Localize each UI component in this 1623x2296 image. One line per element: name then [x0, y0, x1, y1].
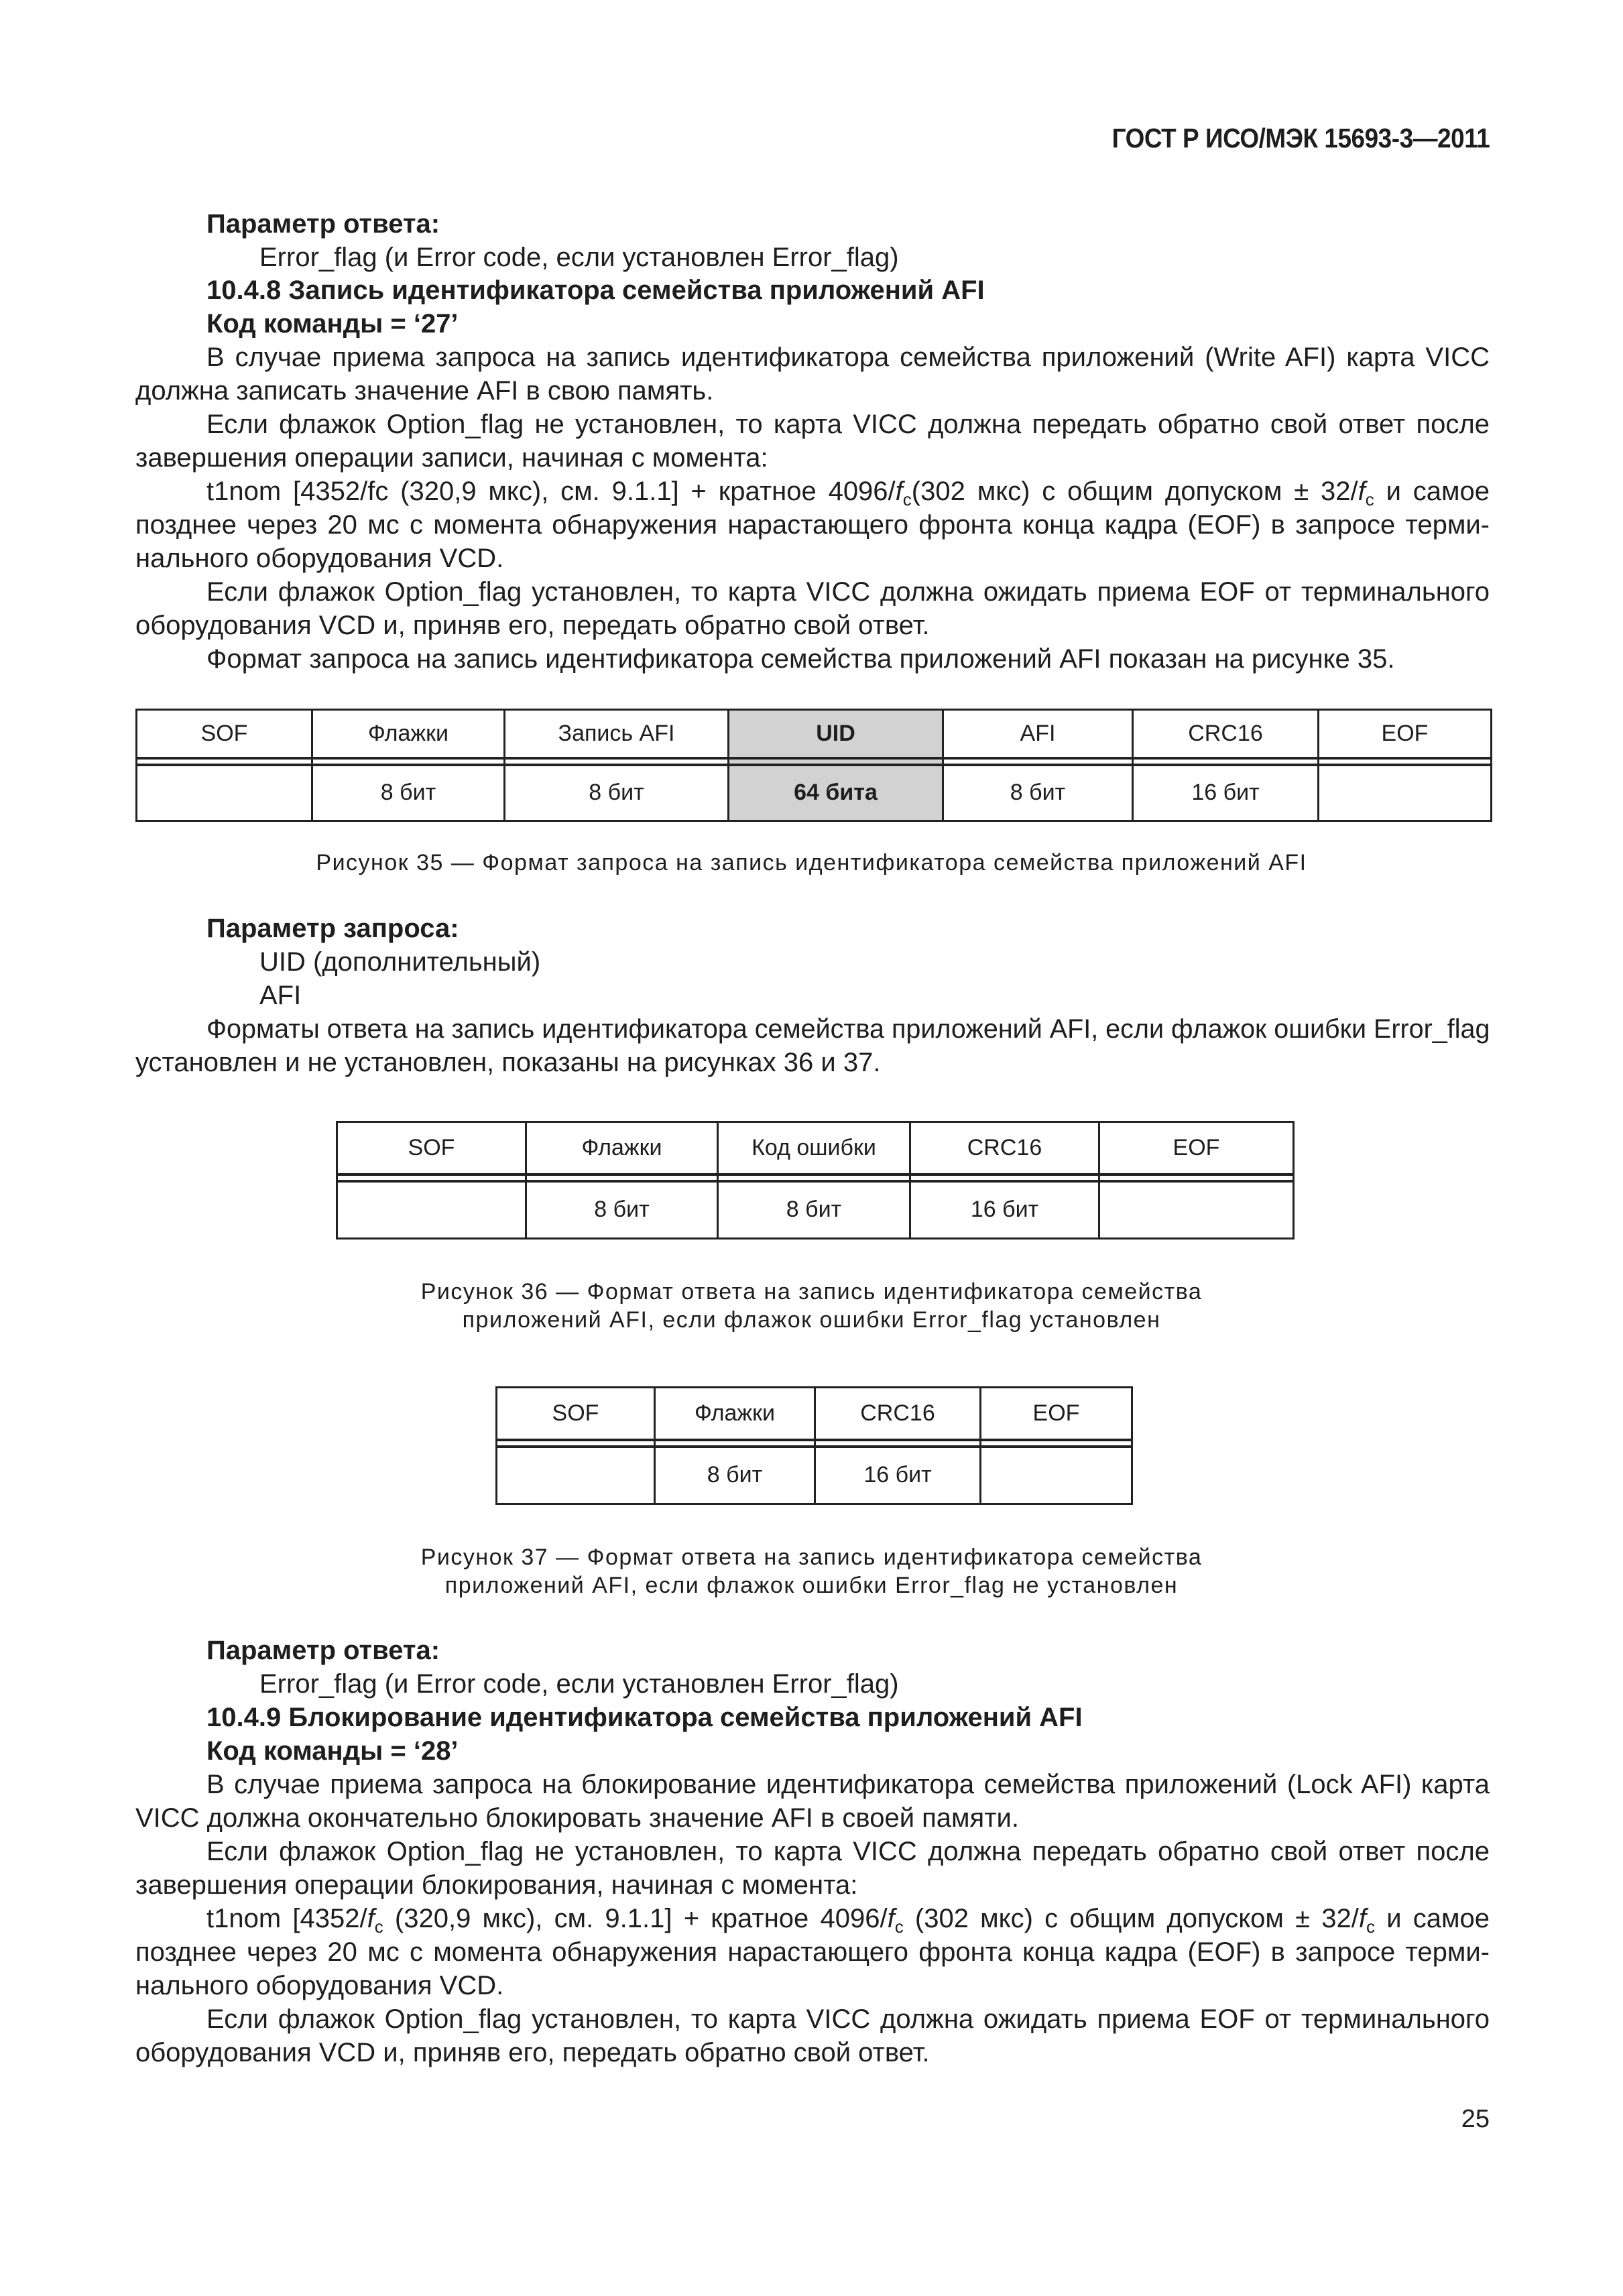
header-cell-afi: AFI [943, 710, 1133, 758]
page-number: 25 [1461, 2105, 1490, 2133]
figure-37-caption-line1: Рисунок 37 — Формат ответа на запись идентификатора семейства [420, 1545, 1203, 1570]
paragraph-line: позднее через 20 мс с момента обнаружения нарастающего фронта конца кадра (EOF) в запросе терми- [135, 1937, 1490, 1967]
value-cell: 8 бит [655, 1447, 815, 1504]
formula-text: (302 мкс) с общим допуском ± 32/ [911, 477, 1358, 506]
fc-symbol: f [895, 477, 903, 506]
paragraph-line: В случае приема запроса на запись идентификатора семейства приложений (Write AFI) карта VICC [206, 343, 1490, 372]
value-cell: 8 бит [312, 765, 505, 821]
header-cell-flags: Флажки [655, 1388, 815, 1440]
value-cell [337, 1181, 526, 1239]
value-cell: 8 бит [718, 1181, 910, 1239]
header-cell-write-afi: Запись AFI [505, 710, 729, 758]
figure-36-table [336, 1121, 1295, 1240]
figure-35-caption: Рисунок 35 — Формат запроса на запись идентификатора семейства приложений AFI [316, 850, 1307, 875]
response-param-value: Error_flag (и Error code, если установлен Error_flag) [259, 1669, 899, 1699]
paragraph-line: Если флажок Option_flag установлен, то карта VICC должна ожидать приема EOF от терминального [206, 2004, 1490, 2034]
section-heading-10-4-8: 10.4.8 Запись идентификатора семейства приложений AFI [206, 276, 985, 305]
request-param-title: Параметр запроса: [206, 914, 459, 943]
paragraph-line: Формат запроса на запись идентификатора семейства приложений AFI показан на рисунке 35. [206, 644, 1395, 674]
fc-symbol: f [887, 1904, 895, 1933]
paragraph-line: нального оборудования VCD. [135, 544, 504, 573]
header-cell-uid: UID [729, 710, 943, 758]
command-code-27: Код команды = ‘27’ [206, 309, 459, 339]
paragraph-line: Форматы ответа на запись идентификатора семейства приложений AFI, если флажок ошибки Error_flag [206, 1014, 1490, 1044]
fc-symbol: f [1358, 1904, 1367, 1933]
paragraph-line: Если флажок Option_flag не установлен, то карта VICC должна передать обратно свой ответ после [206, 1837, 1490, 1866]
fc-subscript: c [1365, 489, 1374, 509]
header-cell-eof: EOF [1319, 710, 1492, 758]
header-cell-crc16: CRC16 [910, 1122, 1099, 1174]
fc-subscript: c [894, 1917, 904, 1937]
fc-subscript: c [902, 489, 912, 509]
paragraph-line: завершения операции блокирования, начиная с момента: [135, 1870, 858, 1900]
value-cell: 16 бит [910, 1181, 1099, 1239]
formula-text: (302 мкс) с общим допуском ± 32/ [903, 1904, 1359, 1933]
value-cell [1319, 765, 1492, 821]
header-cell-crc16: CRC16 [815, 1388, 981, 1440]
value-cell [981, 1447, 1132, 1504]
header-cell-eof: EOF [1099, 1122, 1294, 1174]
formula-text: и самое [1375, 1904, 1490, 1933]
formula-text: t1nom [4352/ [206, 1904, 367, 1933]
header-cell-sof: SOF [337, 1122, 526, 1174]
header-cell-eof: EOF [981, 1388, 1132, 1440]
value-cell [497, 1447, 655, 1504]
formula-text: (320,9 мкс), см. 9.1.1] + кратное 4096/ [383, 1904, 888, 1933]
fc-symbol: f [1358, 477, 1366, 506]
request-param-item: UID (дополнительный) [259, 947, 541, 977]
paragraph-line: нального оборудования VCD. [135, 1971, 504, 2000]
standard-header: ГОСТ Р ИСО/МЭК 15693-3—2011 [1111, 123, 1490, 154]
value-cell: 16 бит [1133, 765, 1319, 821]
paragraph-line: должна записать значение AFI в свою память. [135, 376, 714, 406]
paragraph-line: Если флажок Option_flag не установлен, то карта VICC должна передать обратно свой ответ после [206, 410, 1490, 439]
header-cell-flags: Флажки [312, 710, 505, 758]
value-cell [137, 765, 312, 821]
value-cell: 8 бит [526, 1181, 718, 1239]
figure-35-table [135, 709, 1492, 822]
paragraph-line: позднее через 20 мс с момента обнаружения нарастающего фронта конца кадра (EOF) в запросе терми- [135, 510, 1490, 540]
command-code-28: Код команды = ‘28’ [206, 1736, 459, 1766]
value-cell [1099, 1181, 1294, 1239]
figure-36-caption-line1: Рисунок 36 — Формат ответа на запись идентификатора семейства [420, 1279, 1203, 1305]
value-cell-uid: 64 бита [729, 765, 943, 821]
header-cell-crc16: CRC16 [1133, 710, 1319, 758]
figure-36-caption-line2: приложений AFI, если флажок ошибки Error_flag установлен [462, 1307, 1161, 1333]
request-param-item: AFI [259, 981, 302, 1010]
paragraph-line: установлен и не установлен, показаны на рисунках 36 и 37. [135, 1048, 881, 1077]
paragraph-line: В случае приема запроса на блокирование идентификатора семейства приложений (Lock AFI) карта [206, 1770, 1490, 1799]
paragraph-line: оборудования VCD и, приняв его, передать обратно свой ответ. [135, 2038, 930, 2067]
figure-37-table [495, 1386, 1133, 1505]
fc-subscript: c [1366, 1917, 1376, 1937]
value-cell: 8 бит [943, 765, 1133, 821]
formula-text: и самое [1374, 477, 1490, 506]
figure-37-caption-line2: приложений AFI, если флажок ошибки Error_flag не установлен [444, 1573, 1179, 1598]
header-cell-flags: Флажки [526, 1122, 718, 1174]
fc-subscript: c [374, 1917, 383, 1937]
paragraph-line: VICC должна окончательно блокировать значение AFI в своей памяти. [135, 1803, 1019, 1833]
value-cell: 8 бит [505, 765, 729, 821]
section-heading-10-4-9: 10.4.9 Блокирование идентификатора семейства приложений AFI [206, 1703, 1083, 1732]
paragraph-line: Если флажок Option_flag установлен, то карта VICC должна ожидать приема EOF от терминального [206, 577, 1490, 607]
response-param-title: Параметр ответа: [206, 209, 440, 239]
response-param-title: Параметр ответа: [206, 1636, 440, 1665]
response-param-value: Error_flag (и Error code, если установлен Error_flag) [259, 243, 899, 272]
header-cell-error-code: Код ошибки [718, 1122, 910, 1174]
paragraph-line: завершения операции записи, начиная с момента: [135, 443, 768, 473]
fc-symbol: f [367, 1904, 375, 1933]
paragraph-line: оборудования VCD и, приняв его, передать обратно свой ответ. [135, 611, 930, 640]
formula-text: t1nom [4352/fc (320,9 мкс), см. 9.1.1] + кратное 4096/ [206, 477, 896, 506]
header-cell-sof: SOF [137, 710, 312, 758]
header-cell-sof: SOF [497, 1388, 655, 1440]
value-cell: 16 бит [815, 1447, 981, 1504]
